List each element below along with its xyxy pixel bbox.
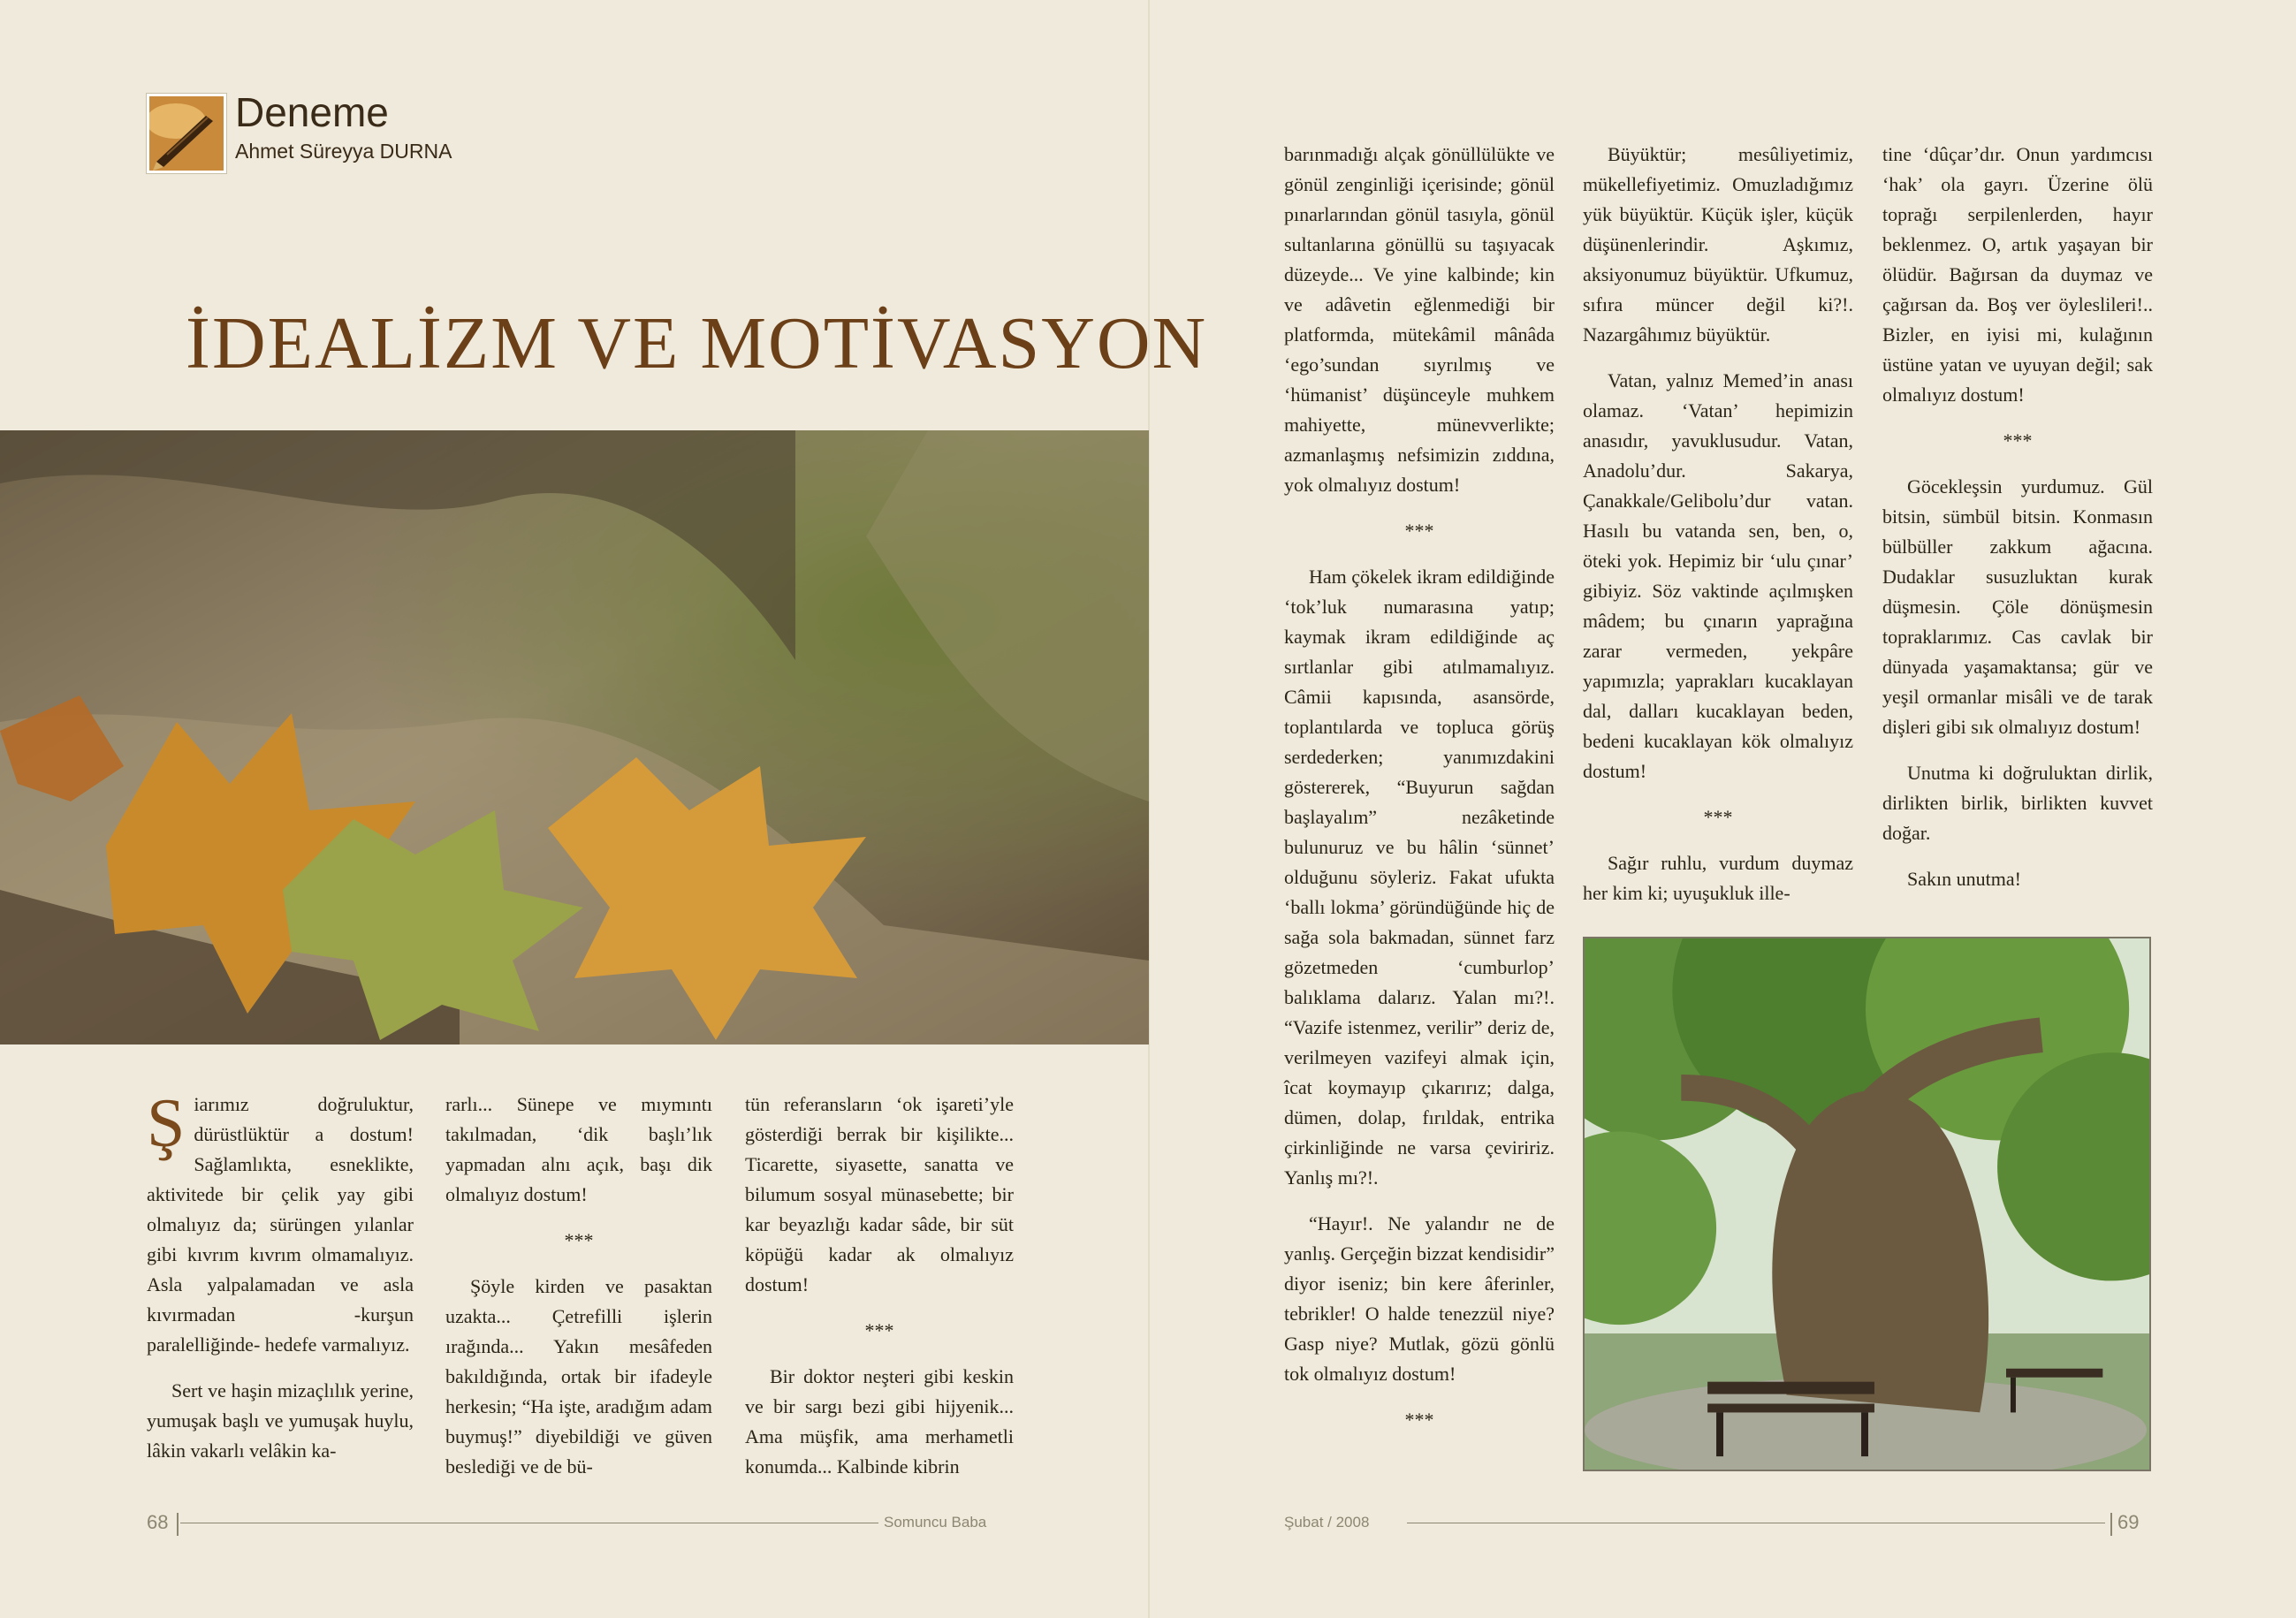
text-column-2 bbox=[445, 1090, 712, 1498]
paragraph: Vatan, yalnız Memed’in anası olamaz. ‘Vatan’ hepimizin anasıdır, yavuklusudur. Vatan, Anadolu’dur. Sakarya, Çanakkale/Gelibolu’dur vatan. Hasılı bu vatanda sen, ben, o, öteki yok. Hepimiz bir ‘ulu çınar’ gibiyiz. Söz vaktinde açılmışken mâdem; bu çınarın yaprağına zarar vermeden, yekpâre yapımızla; yaprakları kucaklayan dal, dalları kucaklayan beden, bedeni kucaklayan kök olmalıyız dostum! bbox=[1583, 369, 1853, 782]
right-page-number: 69 bbox=[2117, 1511, 2140, 1533]
issue-date: Şubat / 2008 bbox=[1284, 1514, 1370, 1531]
text-column-3 bbox=[745, 1090, 1014, 1498]
pen-icon bbox=[147, 94, 226, 173]
footer-divider bbox=[2110, 1513, 2112, 1536]
text-column-1 bbox=[147, 1084, 414, 1482]
paragraph: barınmadığı alçak gönüllülükte ve gönül zenginliği içerisinde; gönül pınarlarından gönül tasıyla, gönül sultanlarına gönüllü su taşıyacak düzeyde... Ve yine kalbinde; kin ve adâvetin eğlenmediği bir platformda, mütekâmil mânâda ‘ego’sundan sıyrılmış ve ‘hümanist’ düşünceyle muhkem mahiyette, münevverlikte; azmanlaşmış nefsimizin zıddına, yok olmalıyız dostum! bbox=[1284, 143, 1555, 496]
paragraph: Göcekleşsin yurdumuz. Gül bitsin, sümbül bitsin. Konmasın bülbüller zakkum ağacına. Dudaklar susuzluktan kurak düşmesin. Çöle dönüşmesin topraklarımız. Cas cavlak bir dünyada yaşamaktansa; gür ve yeşil ormanlar misâli ve de tarak dişleri gibi sık olmalıyız dostum! bbox=[1882, 475, 2153, 738]
article-title: İDEALİZM VE MOTİVASYON bbox=[186, 302, 1208, 384]
plane-tree-with-benches-photo bbox=[1583, 937, 2151, 1471]
paragraph: Unutma ki doğruluktan dirlik, dirlikten birlik, birlikten kuvvet doğar. bbox=[1882, 762, 2153, 844]
paragraph: Sakın unutma! bbox=[1907, 868, 2021, 890]
text-column-4 bbox=[1284, 140, 1555, 1451]
paragraph: Şöyle kirden ve pasaktan uzakta... Çetrefilli işlerin ırağında... Yakın mesâfeden bakıldığında, ortak bir ifadeyle herkesin; “Ha işte, aradığım adam buymuş!” diyebildiği ve güven beslediği ve de bü- bbox=[445, 1275, 712, 1477]
section-separator: *** bbox=[864, 1319, 894, 1341]
paragraph: Büyüktür; mesûliyetimiz, mükellefiyetimiz. Omuzladığımız yük büyüktür. Küçük işler, küçük düşünenlerindir. Aşkımız, aksiyonumuz büyüktür. Ufkumuz, sıfıra müncer değil ki?!. Nazargâhımız büyüktür. bbox=[1583, 143, 1853, 346]
paragraph: tine ‘dûçar’dır. Onun yardımcısı ‘hak’ ola gayrı. Üzerine ölü toprağı serpilenlerden, hayır beklenmez. O, artık yaşayan bir ölüdür. Bağırsan da duymaz ve çağırsan da. Boş ver öyleslileri!.. Bizler, en iyisi mi, kulağının üstüne yatan ve uyuyan değil; sak olmalıyız dostum! bbox=[1882, 143, 2153, 406]
paragraph: iarımız doğruluktur, dürüstlüktür a dostum! Sağlamlıkta, esneklikte, aktivitede bir çelik yay gibi olmalıyız da; sürüngen yılanlar gibi kıvrım kıvrım olmamalıyız. Asla yalpalamadan ve asla kıvırmadan -kurşun paralelliğinde- hedefe varmalıyız. bbox=[147, 1093, 414, 1356]
section-separator: *** bbox=[1404, 520, 1434, 542]
paragraph: Sağır ruhlu, vurdum duymaz her kim ki; uyuşukluk ille- bbox=[1583, 852, 1853, 904]
drop-cap: Ş bbox=[147, 1084, 186, 1161]
plane-tree-leaves-photo bbox=[0, 430, 1149, 1044]
section-label: Deneme bbox=[235, 89, 389, 135]
section-separator: *** bbox=[564, 1229, 594, 1251]
footer-divider bbox=[177, 1513, 179, 1536]
paragraph: Bir doktor neşteri gibi keskin ve bir sargı bezi gibi hijyenik... Ama müşfik, ama merhametli konumda... Kalbinde kibrin bbox=[745, 1365, 1014, 1477]
paragraph: tün referansların ‘ok işareti’yle gösterdiği berrak bir kişilikte... Ticarette, siyasette, sanatta ve bilumum sosyal münasebette; bir kar beyazlığı kadar sâde, bir süt köpüğü kadar ak olmalıyız dostum! bbox=[745, 1093, 1014, 1295]
section-separator: *** bbox=[1703, 806, 1733, 828]
text-column-6 bbox=[1882, 140, 2153, 910]
section-separator: *** bbox=[2003, 429, 2033, 452]
paragraph: Ham çökelek ikram edildiğinde ‘tok’luk numarasına yatıp; kaymak ikram edildiğinde aç sırtlanlar gibi atılmamalıyız. Câmii kapısında, asansörde, toplantılarda ve topluca görüş serdederken; yanımızdakini göstererek, “Buyurun sağdan başlayalım” nezâketinde bulunuruz ve bu hâlin ‘sünnet’ olduğunu söyleriz. Fakat ufukta ‘ballı lokma’ göründüğünde hiç de sağa sola bakmadan, sünnet farz gözetmeden ‘cumburlop’ balıklama dalarız. Yalan mı?!. “Vazife istenmez, verilir” deriz de, verilmeyen vazifeyi almak için, îcat koymayıp çıkarırız; dalga, dümen, dolap, fırıldak, entrika çirkinliğinde ne varsa çeviririz. Yanlış mı?!. bbox=[1284, 566, 1555, 1189]
left-page-number: 68 bbox=[147, 1511, 169, 1533]
paragraph: rarlı... Sünepe ve mıymıntı takılmadan, ‘dik başlı’lık yapmadan alnı açık, başı dik olmalıyız dostum! bbox=[445, 1093, 712, 1205]
paragraph: “Hayır!. Ne yalandır ne de yanlış. Gerçeğin bizzat kendisidir” diyor iseniz; bin kere âferinler, tebrikler! O halde tenezzül niye? Gasp niye? Mutlak, gözü gönlü tok olmalıyız dostum! bbox=[1284, 1212, 1555, 1385]
author-name: Ahmet Süreyya DURNA bbox=[235, 140, 452, 163]
paragraph: Sert ve haşin mizaçlılık yerine, yumuşak başlı ve yumuşak huylu, lâkin vakarlı velâkin ka- bbox=[147, 1379, 414, 1462]
text-column-5 bbox=[1583, 140, 1853, 924]
section-separator: *** bbox=[1404, 1409, 1434, 1431]
magazine-name: Somuncu Baba bbox=[884, 1514, 987, 1531]
